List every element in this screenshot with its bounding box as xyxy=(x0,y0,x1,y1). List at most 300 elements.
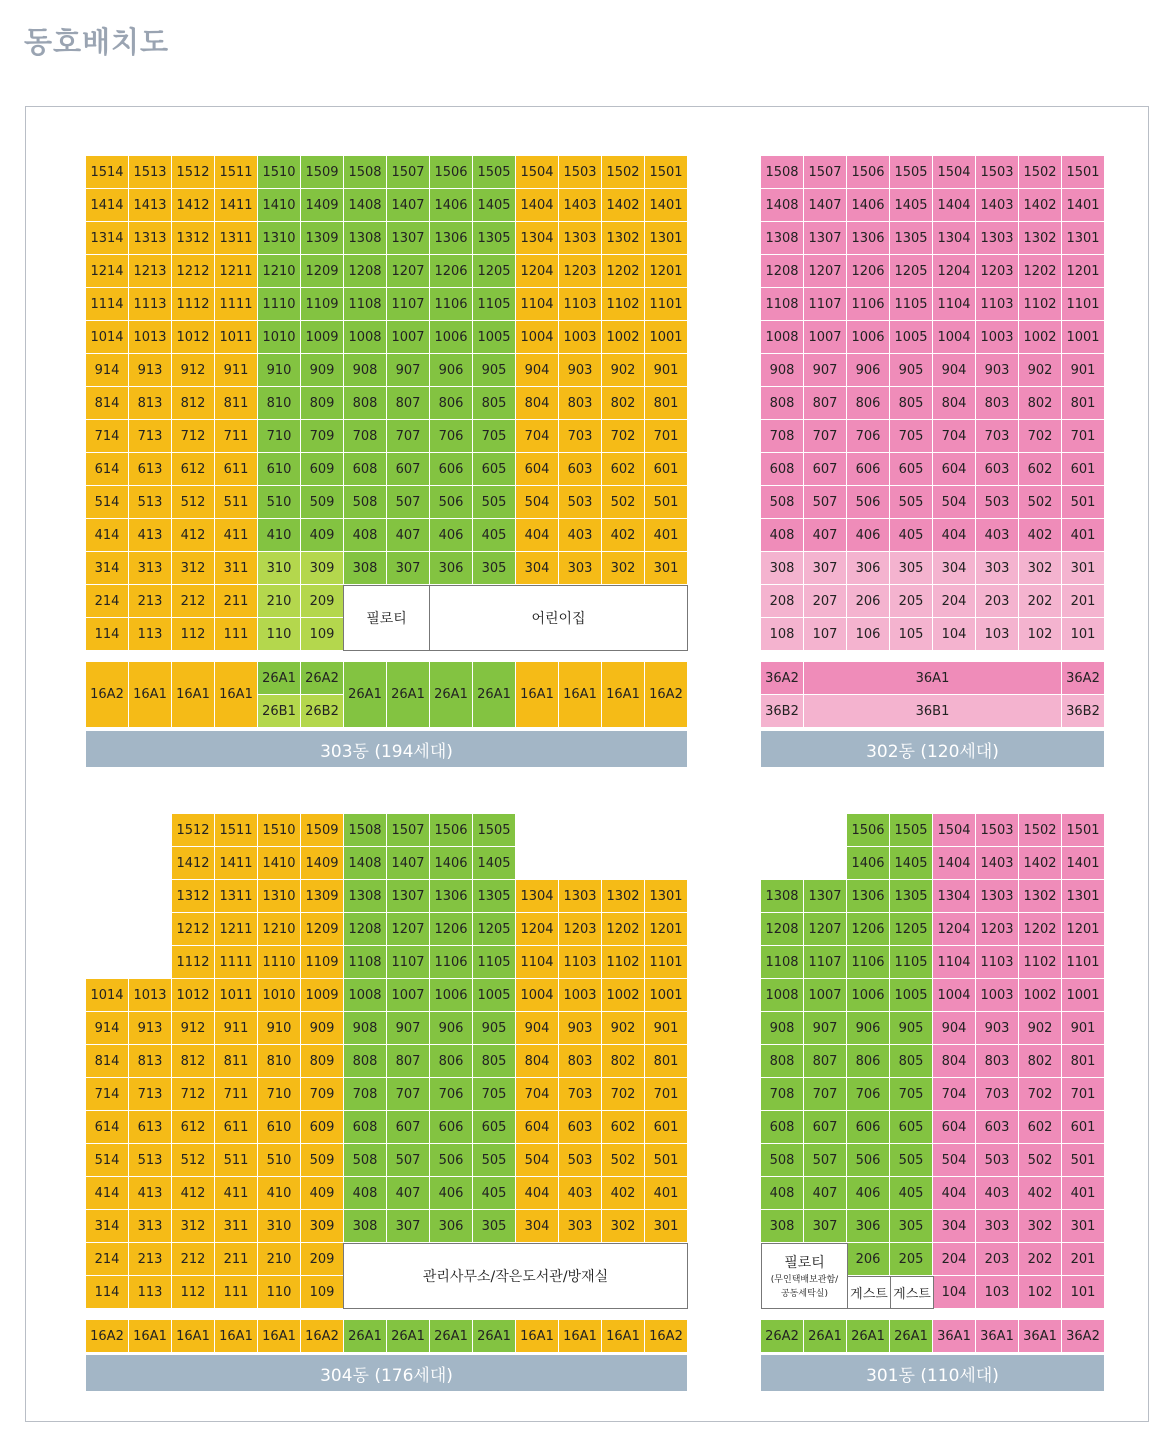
unit-cell: 1207 xyxy=(804,255,847,288)
unit-cell: 1104 xyxy=(933,946,976,979)
unit-cell: 311 xyxy=(215,1210,258,1243)
unit-cell: 1502 xyxy=(602,156,645,189)
unit-cell: 1214 xyxy=(86,255,129,288)
unit-cell: 1106 xyxy=(430,288,473,321)
unit-cell: 807 xyxy=(804,1045,847,1078)
unit-cell: 406 xyxy=(847,1177,890,1210)
b303-type: 16A2 xyxy=(86,662,129,728)
unit-cell: 812 xyxy=(172,1045,215,1078)
unit-cell: 703 xyxy=(559,1078,602,1111)
unit-cell: 1412 xyxy=(172,189,215,222)
unit-cell: 1101 xyxy=(645,946,688,979)
unit-cell: 511 xyxy=(215,1144,258,1177)
unit-cell: 902 xyxy=(1019,354,1062,387)
unit-cell: 904 xyxy=(933,1012,976,1045)
unit-cell: 1205 xyxy=(890,255,933,288)
b302-type: 36B1 xyxy=(804,695,1062,728)
unit-cell: 404 xyxy=(933,519,976,552)
unit-cell: 602 xyxy=(1019,1111,1062,1144)
unit-cell: 1212 xyxy=(172,913,215,946)
unit-cell: 1105 xyxy=(473,288,516,321)
unit-cell: 602 xyxy=(602,1111,645,1144)
b302-type: 36B2 xyxy=(1062,695,1105,728)
unit-cell: 804 xyxy=(933,1045,976,1078)
unit-cell: 412 xyxy=(172,519,215,552)
unit-cell: 1204 xyxy=(516,913,559,946)
unit-cell: 712 xyxy=(172,420,215,453)
unit-cell: 805 xyxy=(890,1045,933,1078)
unit-cell: 1312 xyxy=(172,222,215,255)
unit-cell: 1306 xyxy=(430,880,473,913)
unit-cell: 503 xyxy=(559,1144,602,1177)
unit-cell: 505 xyxy=(473,486,516,519)
unit-cell: 707 xyxy=(387,420,430,453)
unit-cell: 210 xyxy=(258,585,301,618)
unit-cell: 604 xyxy=(933,453,976,486)
unit-cell: 810 xyxy=(258,1045,301,1078)
unit-cell: 610 xyxy=(258,1111,301,1144)
unit-cell: 1206 xyxy=(430,255,473,288)
b301-type: 36A1 xyxy=(976,1320,1019,1353)
unit-cell: 1007 xyxy=(387,321,430,354)
unit-cell: 613 xyxy=(129,453,172,486)
unit-cell: 213 xyxy=(129,1243,172,1276)
unit-cell: 1508 xyxy=(344,814,387,847)
unit-cell: 1406 xyxy=(847,847,890,880)
unit-cell: 1202 xyxy=(1019,255,1062,288)
unit-cell: 913 xyxy=(129,1012,172,1045)
unit-cell: 1102 xyxy=(1019,288,1062,321)
unit-cell: 1203 xyxy=(559,255,602,288)
unit-cell: 913 xyxy=(129,354,172,387)
unit-cell: 304 xyxy=(933,552,976,585)
unit-cell: 1204 xyxy=(933,913,976,946)
unit-cell: 914 xyxy=(86,1012,129,1045)
b304-type: 16A1 xyxy=(258,1320,301,1353)
b304-type: 16A1 xyxy=(172,1320,215,1353)
unit-cell: 903 xyxy=(976,354,1019,387)
unit-cell: 1414 xyxy=(86,189,129,222)
b304-type: 16A1 xyxy=(516,1320,559,1353)
unit-cell: 1007 xyxy=(804,979,847,1012)
unit-cell: 404 xyxy=(516,1177,559,1210)
unit-cell: 1005 xyxy=(890,979,933,1012)
unit-cell: 1108 xyxy=(344,946,387,979)
unit-cell: 201 xyxy=(1062,585,1105,618)
unit-cell: 103 xyxy=(976,618,1019,651)
unit-cell: 303 xyxy=(559,1210,602,1243)
unit-cell: 405 xyxy=(473,519,516,552)
unit-cell: 611 xyxy=(215,453,258,486)
unit-cell: 503 xyxy=(559,486,602,519)
unit-cell: 1113 xyxy=(129,288,172,321)
unit-cell: 512 xyxy=(172,1144,215,1177)
unit-cell: 808 xyxy=(761,387,804,420)
unit-cell: 1302 xyxy=(602,880,645,913)
unit-cell: 502 xyxy=(602,1144,645,1177)
unit-cell: 1008 xyxy=(761,979,804,1012)
unit-cell: 601 xyxy=(1062,453,1105,486)
unit-cell: 607 xyxy=(804,453,847,486)
unit-cell: 1308 xyxy=(344,880,387,913)
unit-cell: 1208 xyxy=(761,255,804,288)
unit-cell: 407 xyxy=(387,519,430,552)
b303-type: 16A1 xyxy=(215,662,258,728)
unit-cell: 501 xyxy=(645,1144,688,1177)
unit-cell: 504 xyxy=(933,1144,976,1177)
unit-cell: 1407 xyxy=(387,847,430,880)
b304-type: 16A1 xyxy=(129,1320,172,1353)
unit-cell: 1210 xyxy=(258,255,301,288)
unit-cell: 1412 xyxy=(172,847,215,880)
unit-cell: 1307 xyxy=(804,222,847,255)
unit-cell: 413 xyxy=(129,519,172,552)
unit-cell: 1109 xyxy=(301,946,344,979)
unit-cell: 704 xyxy=(933,420,976,453)
unit-cell: 1310 xyxy=(258,880,301,913)
b303-type: 16A1 xyxy=(172,662,215,728)
unit-cell: 802 xyxy=(602,387,645,420)
unit-cell: 802 xyxy=(1019,387,1062,420)
unit-cell: 704 xyxy=(516,420,559,453)
unit-cell: 813 xyxy=(129,387,172,420)
unit-cell: 404 xyxy=(516,519,559,552)
unit-cell: 1303 xyxy=(976,880,1019,913)
unit-cell: 505 xyxy=(890,1144,933,1177)
unit-cell: 1205 xyxy=(890,913,933,946)
unit-cell: 808 xyxy=(761,1045,804,1078)
unit-cell: 1203 xyxy=(976,255,1019,288)
unit-cell: 912 xyxy=(172,354,215,387)
unit-cell: 506 xyxy=(847,486,890,519)
b303-type: 26B1 xyxy=(258,695,301,728)
unit-cell: 1304 xyxy=(933,880,976,913)
unit-cell: 712 xyxy=(172,1078,215,1111)
unit-cell: 311 xyxy=(215,552,258,585)
unit-cell: 612 xyxy=(172,453,215,486)
unit-cell: 603 xyxy=(976,1111,1019,1144)
unit-cell: 1009 xyxy=(301,979,344,1012)
unit-cell: 102 xyxy=(1019,1276,1062,1309)
unit-cell: 304 xyxy=(933,1210,976,1243)
unit-cell: 1502 xyxy=(1019,156,1062,189)
b303-type: 26A1 xyxy=(387,662,430,728)
unit-cell: 1008 xyxy=(344,979,387,1012)
unit-cell: 503 xyxy=(976,486,1019,519)
unit-cell: 908 xyxy=(344,1012,387,1045)
b301-type: 36A1 xyxy=(933,1320,976,1353)
unit-cell: 203 xyxy=(976,1243,1019,1276)
unit-cell: 1103 xyxy=(559,288,602,321)
unit-cell: 403 xyxy=(559,519,602,552)
unit-cell: 607 xyxy=(387,453,430,486)
unit-cell: 614 xyxy=(86,453,129,486)
unit-cell: 501 xyxy=(645,486,688,519)
unit-cell: 306 xyxy=(847,552,890,585)
unit-cell: 1108 xyxy=(761,946,804,979)
unit-cell: 1002 xyxy=(602,321,645,354)
unit-cell: 811 xyxy=(215,387,258,420)
b303-pilotis-label: 필로티 xyxy=(366,611,407,627)
unit-cell: 1014 xyxy=(86,979,129,1012)
unit-cell: 1212 xyxy=(172,255,215,288)
unit-cell: 306 xyxy=(847,1210,890,1243)
unit-cell: 708 xyxy=(344,420,387,453)
unit-cell: 1202 xyxy=(602,255,645,288)
unit-cell: 906 xyxy=(430,1012,473,1045)
b303-type: 26A1 xyxy=(258,662,301,695)
unit-cell: 1108 xyxy=(344,288,387,321)
unit-cell: 904 xyxy=(933,354,976,387)
unit-cell: 214 xyxy=(86,1243,129,1276)
unit-cell: 1102 xyxy=(1019,946,1062,979)
unit-cell: 903 xyxy=(976,1012,1019,1045)
unit-cell: 1407 xyxy=(804,189,847,222)
unit-cell: 702 xyxy=(602,420,645,453)
unit-cell: 1408 xyxy=(344,189,387,222)
unit-cell: 908 xyxy=(761,1012,804,1045)
unit-cell: 1001 xyxy=(1062,321,1105,354)
b304-label: 304동 (176세대) xyxy=(86,1355,687,1391)
unit-cell: 804 xyxy=(933,387,976,420)
b304-type: 26A1 xyxy=(473,1320,516,1353)
unit-cell: 1013 xyxy=(129,321,172,354)
unit-cell: 502 xyxy=(1019,486,1062,519)
unit-cell: 1501 xyxy=(1062,814,1105,847)
unit-cell: 1105 xyxy=(890,288,933,321)
unit-cell: 1004 xyxy=(933,321,976,354)
unit-cell: 606 xyxy=(430,453,473,486)
unit-cell: 1407 xyxy=(387,189,430,222)
unit-cell: 804 xyxy=(516,1045,559,1078)
unit-cell: 101 xyxy=(1062,618,1105,651)
b304-type: 16A1 xyxy=(215,1320,258,1353)
unit-cell: 910 xyxy=(258,354,301,387)
unit-cell: 610 xyxy=(258,453,301,486)
unit-cell: 302 xyxy=(602,552,645,585)
unit-cell: 803 xyxy=(559,1045,602,1078)
unit-cell: 706 xyxy=(430,420,473,453)
unit-cell: 701 xyxy=(1062,420,1105,453)
unit-cell: 1114 xyxy=(86,288,129,321)
b303-type: 16A1 xyxy=(129,662,172,728)
unit-cell: 1408 xyxy=(761,189,804,222)
unit-cell: 603 xyxy=(976,453,1019,486)
unit-cell: 801 xyxy=(1062,387,1105,420)
unit-cell: 1011 xyxy=(215,321,258,354)
unit-cell: 1005 xyxy=(890,321,933,354)
b304-type: 26A1 xyxy=(387,1320,430,1353)
unit-cell: 1208 xyxy=(761,913,804,946)
unit-cell: 1006 xyxy=(847,321,890,354)
unit-cell: 307 xyxy=(804,1210,847,1243)
b304-facility xyxy=(343,1243,688,1309)
unit-cell: 303 xyxy=(976,552,1019,585)
unit-cell: 1006 xyxy=(430,321,473,354)
unit-cell: 1104 xyxy=(516,288,559,321)
unit-cell: 1401 xyxy=(1062,847,1105,880)
unit-cell: 804 xyxy=(516,387,559,420)
unit-cell: 802 xyxy=(602,1045,645,1078)
unit-cell: 1107 xyxy=(804,946,847,979)
unit-cell: 508 xyxy=(761,486,804,519)
unit-cell: 812 xyxy=(172,387,215,420)
b303-label: 303동 (194세대) xyxy=(86,731,687,767)
unit-cell: 1306 xyxy=(847,222,890,255)
unit-cell: 911 xyxy=(215,1012,258,1045)
b303-type: 16A2 xyxy=(645,662,688,728)
unit-cell: 704 xyxy=(933,1078,976,1111)
unit-cell: 504 xyxy=(516,1144,559,1177)
unit-cell: 1405 xyxy=(890,847,933,880)
unit-cell: 110 xyxy=(258,618,301,651)
unit-cell: 1207 xyxy=(804,913,847,946)
unit-cell: 307 xyxy=(387,1210,430,1243)
unit-cell: 412 xyxy=(172,1177,215,1210)
unit-cell: 1404 xyxy=(933,189,976,222)
unit-cell: 706 xyxy=(847,1078,890,1111)
unit-cell: 714 xyxy=(86,420,129,453)
unit-cell: 705 xyxy=(473,420,516,453)
unit-cell: 602 xyxy=(1019,453,1062,486)
unit-cell: 1205 xyxy=(473,255,516,288)
unit-cell: 1001 xyxy=(1062,979,1105,1012)
unit-cell: 206 xyxy=(847,1243,890,1276)
unit-cell: 1002 xyxy=(602,979,645,1012)
unit-cell: 307 xyxy=(804,552,847,585)
unit-cell: 1010 xyxy=(258,979,301,1012)
unit-cell: 408 xyxy=(344,519,387,552)
unit-cell: 1505 xyxy=(890,156,933,189)
unit-cell: 912 xyxy=(172,1012,215,1045)
unit-cell: 807 xyxy=(804,387,847,420)
unit-cell: 806 xyxy=(430,387,473,420)
unit-cell: 108 xyxy=(761,618,804,651)
unit-cell: 1211 xyxy=(215,913,258,946)
unit-cell: 1509 xyxy=(301,156,344,189)
unit-cell: 613 xyxy=(129,1111,172,1144)
unit-cell: 1201 xyxy=(645,255,688,288)
unit-cell: 1112 xyxy=(172,946,215,979)
b301-label: 301동 (110세대) xyxy=(761,1355,1104,1391)
unit-cell: 606 xyxy=(847,1111,890,1144)
unit-cell: 510 xyxy=(258,1144,301,1177)
unit-cell: 608 xyxy=(344,453,387,486)
unit-cell: 502 xyxy=(1019,1144,1062,1177)
unit-cell: 1112 xyxy=(172,288,215,321)
unit-cell: 1012 xyxy=(172,979,215,1012)
unit-cell: 608 xyxy=(761,1111,804,1144)
unit-cell: 601 xyxy=(1062,1111,1105,1144)
unit-cell: 507 xyxy=(804,486,847,519)
unit-cell: 403 xyxy=(976,1177,1019,1210)
b304-type: 26A1 xyxy=(344,1320,387,1353)
unit-cell: 502 xyxy=(602,486,645,519)
unit-cell: 809 xyxy=(301,387,344,420)
unit-cell: 310 xyxy=(258,1210,301,1243)
unit-cell: 901 xyxy=(645,1012,688,1045)
unit-cell: 1004 xyxy=(516,979,559,1012)
unit-cell: 401 xyxy=(1062,519,1105,552)
unit-cell: 202 xyxy=(1019,1243,1062,1276)
unit-cell: 710 xyxy=(258,420,301,453)
unit-cell: 603 xyxy=(559,453,602,486)
unit-cell: 508 xyxy=(761,1144,804,1177)
unit-cell: 1405 xyxy=(473,847,516,880)
unit-cell: 1312 xyxy=(172,880,215,913)
unit-cell: 1507 xyxy=(387,156,430,189)
b301-type: 26A1 xyxy=(804,1320,847,1353)
unit-cell: 509 xyxy=(301,486,344,519)
unit-cell: 211 xyxy=(215,1243,258,1276)
unit-cell: 104 xyxy=(933,618,976,651)
unit-cell: 1302 xyxy=(1019,222,1062,255)
unit-cell: 203 xyxy=(976,585,1019,618)
b304-type: 16A1 xyxy=(559,1320,602,1353)
unit-cell: 1510 xyxy=(258,156,301,189)
unit-cell: 301 xyxy=(1062,552,1105,585)
unit-cell: 1305 xyxy=(473,222,516,255)
unit-cell: 1102 xyxy=(602,288,645,321)
unit-cell: 102 xyxy=(1019,618,1062,651)
unit-cell: 705 xyxy=(890,420,933,453)
unit-cell: 1314 xyxy=(86,222,129,255)
unit-cell: 105 xyxy=(890,618,933,651)
unit-cell: 1306 xyxy=(847,880,890,913)
unit-cell: 304 xyxy=(516,1210,559,1243)
unit-cell: 409 xyxy=(301,1177,344,1210)
unit-cell: 1107 xyxy=(804,288,847,321)
b303-type: 16A1 xyxy=(559,662,602,728)
unit-cell: 405 xyxy=(473,1177,516,1210)
unit-cell: 806 xyxy=(847,1045,890,1078)
unit-cell: 504 xyxy=(516,486,559,519)
unit-cell: 607 xyxy=(804,1111,847,1144)
unit-cell: 908 xyxy=(761,354,804,387)
unit-cell: 909 xyxy=(301,1012,344,1045)
unit-cell: 806 xyxy=(847,387,890,420)
unit-cell: 803 xyxy=(559,387,602,420)
unit-cell: 1501 xyxy=(645,156,688,189)
unit-cell: 1110 xyxy=(258,946,301,979)
unit-cell: 1304 xyxy=(933,222,976,255)
unit-cell: 705 xyxy=(890,1078,933,1111)
unit-cell: 1102 xyxy=(602,946,645,979)
unit-cell: 708 xyxy=(344,1078,387,1111)
b303-type: 26A1 xyxy=(473,662,516,728)
unit-cell: 212 xyxy=(172,1243,215,1276)
unit-cell: 507 xyxy=(387,486,430,519)
unit-cell: 1511 xyxy=(215,814,258,847)
unit-cell: 905 xyxy=(473,354,516,387)
unit-cell: 1104 xyxy=(933,288,976,321)
unit-cell: 1401 xyxy=(1062,189,1105,222)
unit-cell: 408 xyxy=(761,519,804,552)
unit-cell: 705 xyxy=(473,1078,516,1111)
unit-cell: 807 xyxy=(387,387,430,420)
unit-cell: 608 xyxy=(344,1111,387,1144)
b303-pilotis xyxy=(343,585,430,651)
unit-cell: 113 xyxy=(129,1276,172,1309)
unit-cell: 713 xyxy=(129,1078,172,1111)
unit-cell: 1502 xyxy=(1019,814,1062,847)
unit-cell: 1205 xyxy=(473,913,516,946)
unit-cell: 1401 xyxy=(645,189,688,222)
unit-cell: 908 xyxy=(344,354,387,387)
unit-cell: 302 xyxy=(602,1210,645,1243)
unit-cell: 507 xyxy=(804,1144,847,1177)
b304-type: 16A2 xyxy=(645,1320,688,1353)
